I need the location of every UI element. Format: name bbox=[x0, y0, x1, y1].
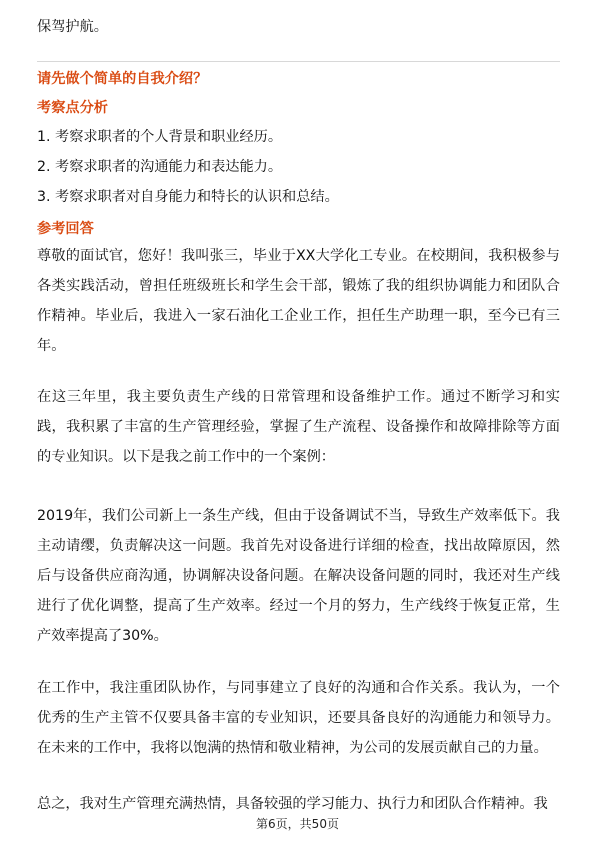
answer-paragraph: 在工作中，我注重团队协作，与同事建立了良好的沟通和合作关系。我认为，一个优秀的生产主管不仅要具备丰富的专业知识，还要具备良好的沟通能力和领导力。在未来的工作中，我将以饱满的热情和敬业精神，为公司的发展贡献自己的力量。 bbox=[37, 680, 560, 756]
answer-heading: 参考回答 bbox=[37, 221, 94, 237]
continuation-text: 保驾护航。 bbox=[37, 19, 108, 35]
answer-paragraph: 总之，我对生产管理充满热情，具备较强的学习能力、执行力和团队合作精神。我 bbox=[37, 796, 548, 812]
analysis-heading: 考察点分析 bbox=[37, 100, 108, 116]
analysis-point: 3. 考察求职者对自身能力和特长的认识和总结。 bbox=[37, 189, 339, 205]
analysis-point: 1. 考察求职者的个人背景和职业经历。 bbox=[37, 129, 283, 145]
answer-paragraph: 尊敬的面试官，您好！我叫张三，毕业于XX大学化工专业。在校期间，我积极参与各类实践活动，曾担任班级班长和学生会干部，锻炼了我的组织协调能力和团队合作精神。毕业后，我进入一家石油化工企业工作，担任生产助理一职，至今已有三年。 bbox=[37, 248, 560, 354]
page-number: 第6页，共50页 bbox=[256, 817, 339, 831]
question-title: 请先做个简单的自我介绍？ bbox=[37, 71, 208, 87]
section-divider bbox=[37, 61, 560, 62]
answer-paragraph: 2019年，我们公司新上一条生产线，但由于设备调试不当，导致生产效率低下。我主动请缨，负责解决这一问题。我首先对设备进行详细的检查，找出故障原因，然后与设备供应商沟通，协调解决设备问题。在解决设备问题的同时，我还对生产线进行了优化调整，提高了生产效率。经过一个月的努力，生产线终于恢复正常，生产效率提高了30%。 bbox=[37, 508, 560, 644]
analysis-points bbox=[37, 122, 339, 212]
analysis-point: 2. 考察求职者的沟通能力和表达能力。 bbox=[37, 159, 283, 175]
answer-paragraph: 在这三年里，我主要负责生产线的日常管理和设备维护工作。通过不断学习和实践，我积累了丰富的生产管理经验，掌握了生产流程、设备操作和故障排除等方面的专业知识。以下是我之前工作中的一个案例： bbox=[37, 389, 560, 465]
